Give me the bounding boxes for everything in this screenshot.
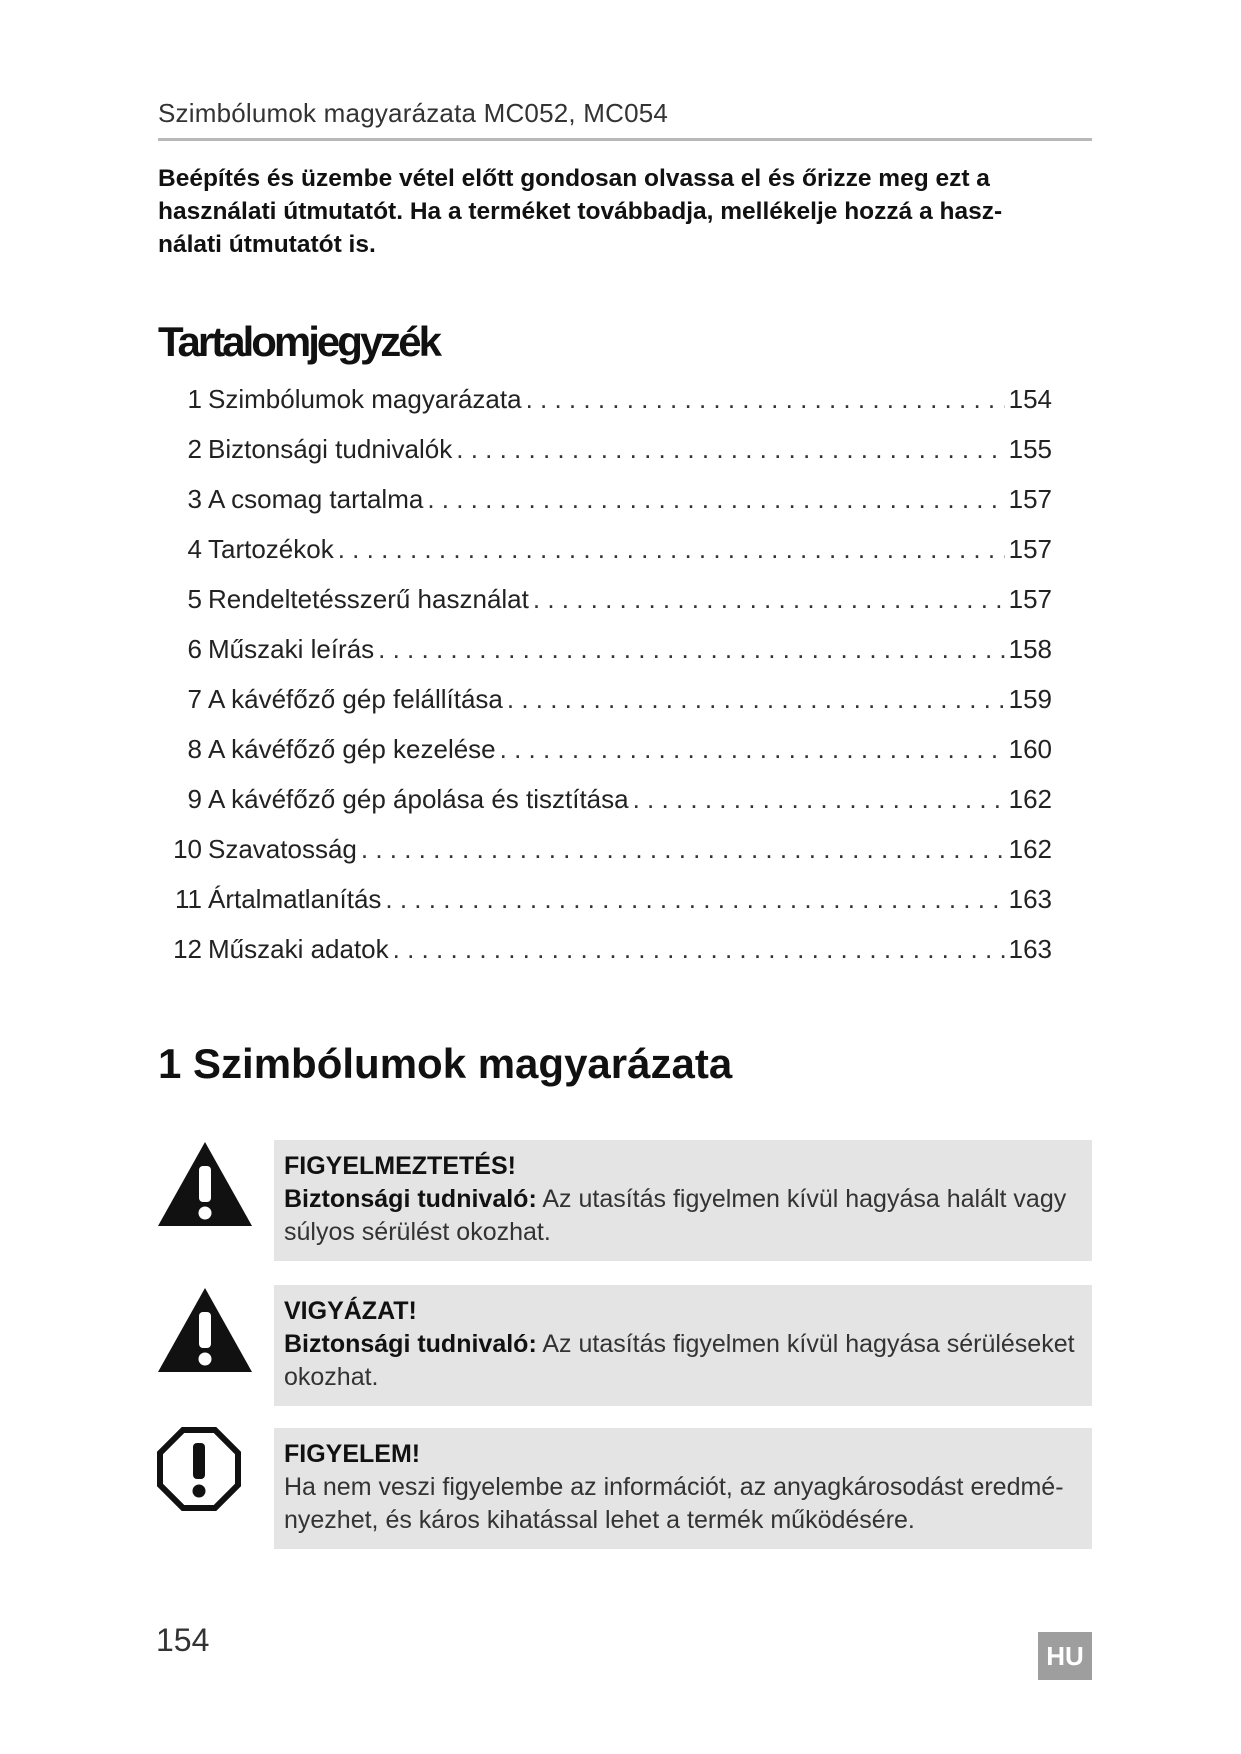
toc-leader-dots: [378, 634, 1004, 665]
toc-entry-number: 5: [187, 584, 202, 614]
toc-entry-page: 160: [1008, 734, 1052, 764]
toc-entry-title: Szimbólumok magyarázata: [208, 384, 522, 414]
caution-notice-box: [274, 1285, 1092, 1406]
toc-leader-dots: [393, 934, 1005, 965]
notice-title: FIGYELEM!: [284, 1440, 421, 1468]
toc-entry-number: 8: [187, 734, 202, 764]
toc-leader-dots: [533, 584, 1005, 615]
toc-leader-dots: [456, 434, 1004, 465]
notice-text-line: Ha nem veszi figyelembe az információt, az anyagkárosodást eredmé-: [284, 1473, 1064, 1501]
notice-text: [284, 1183, 1078, 1216]
notice-text-line: Az utasítás figyelmen kívül hagyása sérüléseket: [536, 1330, 1075, 1358]
toc-entry-title: A kávéfőző gép felállítása: [208, 684, 503, 714]
toc-entry-page: 158: [1008, 634, 1052, 664]
toc-entry-page: 157: [1008, 584, 1052, 614]
toc-entry-number: 9: [187, 784, 202, 814]
intro-line: nálati útmutatót is.: [158, 231, 376, 258]
intro-paragraph: [158, 162, 1092, 261]
language-badge: HU: [1038, 1632, 1092, 1680]
toc-entry[interactable]: [164, 384, 1052, 424]
toc-entry[interactable]: [164, 584, 1052, 624]
toc-entry-number: 6: [187, 634, 202, 664]
toc-entry-number: 7: [187, 684, 202, 714]
toc-entry-number: 1: [187, 384, 202, 414]
notice-box: [274, 1428, 1092, 1549]
toc-leader-dots: [633, 784, 1005, 815]
toc-entry-page: 155: [1008, 434, 1052, 464]
toc-entry-title: A kávéfőző gép kezelése: [208, 734, 496, 764]
toc-entry-number: 10: [173, 834, 202, 864]
warning-notice-box: [274, 1140, 1092, 1261]
notice-title: VIGYÁZAT!: [284, 1297, 417, 1325]
toc-leader-dots: [500, 734, 1005, 765]
toc-heading: Tartalomjegyzék: [158, 318, 440, 365]
toc-entry-title: Tartozékok: [208, 534, 334, 564]
toc-entry-page: 162: [1008, 834, 1052, 864]
toc-entry-page: 163: [1008, 884, 1052, 914]
toc-entry[interactable]: [164, 884, 1052, 924]
toc-leader-dots: [427, 484, 1004, 515]
toc-entry[interactable]: [164, 634, 1052, 674]
toc-entry[interactable]: [164, 834, 1052, 874]
toc-entry-title: Rendeltetésszerű használat: [208, 584, 529, 614]
notice-label: Biztonsági tudnivaló:: [284, 1185, 537, 1213]
header-divider: [158, 138, 1092, 141]
toc-entry[interactable]: [164, 434, 1052, 474]
warning-triangle-icon: [156, 1286, 254, 1374]
toc-entry-page: 157: [1008, 484, 1052, 514]
running-header: Szimbólumok magyarázata MC052, MC054: [158, 98, 669, 128]
notice-text-line: súlyos sérülést okozhat.: [284, 1218, 551, 1246]
toc-entry-page: 163: [1008, 934, 1052, 964]
toc-entry-title: Műszaki leírás: [208, 634, 375, 664]
notice-text-line: nyezhet, és káros kihatással lehet a termék működésére.: [284, 1506, 915, 1534]
toc-leader-dots: [385, 884, 1004, 915]
section-heading: 1 Szimbólumok magyarázata: [158, 1040, 733, 1087]
warning-triangle-icon: [156, 1140, 254, 1228]
toc-entry-page: 157: [1008, 534, 1052, 564]
toc-entry-title: Műszaki adatok: [208, 934, 389, 964]
intro-line: Beépítés és üzembe vétel előtt gondosan olvassa el és őrizze meg ezt a: [158, 165, 990, 192]
toc-entry-page: 162: [1008, 784, 1052, 814]
intro-line: használati útmutatót. Ha a terméket továbbadja, mellékelje hozzá a hasz-: [158, 198, 1003, 225]
toc-entry-number: 11: [175, 884, 202, 914]
notice-text-line: Az utasítás figyelmen kívül hagyása halált vagy: [536, 1185, 1067, 1213]
toc-leader-dots: [338, 534, 1005, 565]
toc-entry-title: A csomag tartalma: [208, 484, 424, 514]
toc-entry[interactable]: [164, 734, 1052, 774]
toc-entry[interactable]: [164, 784, 1052, 824]
toc-leader-dots: [526, 384, 1005, 415]
toc-entry-title: Ártalmatlanítás: [208, 884, 382, 914]
toc-entry[interactable]: [164, 934, 1052, 974]
toc-entry[interactable]: [164, 484, 1052, 524]
toc-entry-title: Biztonsági tudnivalók: [208, 434, 453, 464]
toc-entry-number: 12: [173, 934, 202, 964]
page-number: 154: [156, 1622, 210, 1658]
notice-text-line: okozhat.: [284, 1363, 379, 1391]
notice-text: [284, 1328, 1078, 1361]
toc-entry-title: A kávéfőző gép ápolása és tisztítása: [208, 784, 629, 814]
toc-entry[interactable]: [164, 534, 1052, 574]
toc-leader-dots: [361, 834, 1005, 865]
toc-entry[interactable]: [164, 684, 1052, 724]
toc-leader-dots: [507, 684, 1005, 715]
toc-entry-number: 4: [187, 534, 202, 564]
notice-label: Biztonsági tudnivaló:: [284, 1330, 537, 1358]
toc-entry-number: 3: [187, 484, 202, 514]
notice-octagon-icon: [156, 1426, 242, 1512]
toc-entry-page: 159: [1008, 684, 1052, 714]
toc-entry-title: Szavatosság: [208, 834, 357, 864]
toc-entry-number: 2: [187, 434, 202, 464]
toc-entry-page: 154: [1008, 384, 1052, 414]
notice-title: FIGYELMEZTETÉS!: [284, 1152, 516, 1180]
